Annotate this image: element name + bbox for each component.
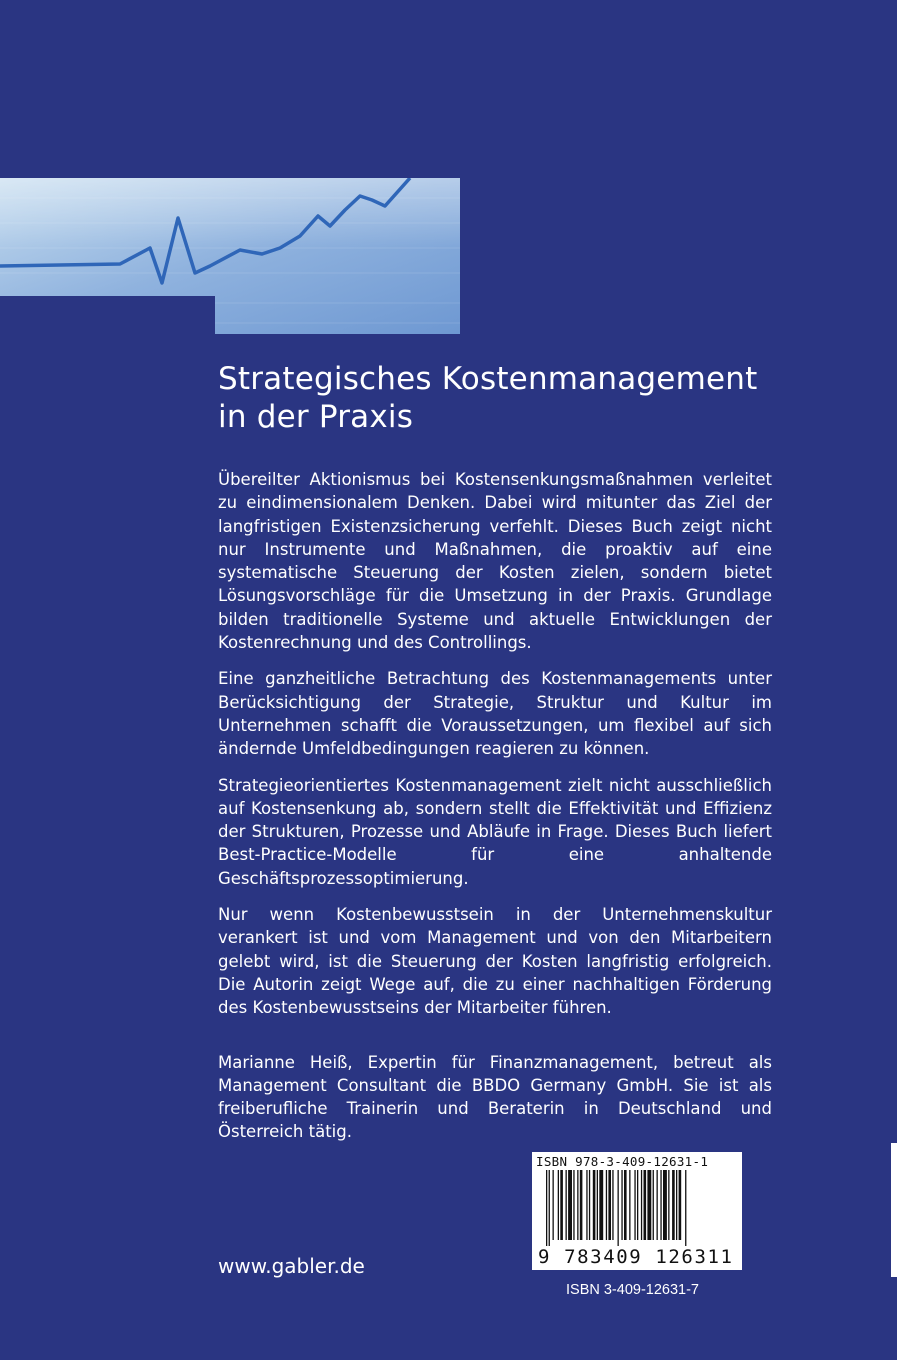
title-line-2: in der Praxis xyxy=(218,399,414,435)
barcode-bar xyxy=(624,1170,627,1240)
barcode-bar xyxy=(679,1170,682,1240)
barcode-bar xyxy=(573,1170,574,1240)
paragraph: Nur wenn Kostenbewusstsein in der Unternehmenskultur verankert ist und vom Management und von den Mitarbeitern gelebt wird, ist die Steuerung der Kosten langfristig erfolgreich. Die Autorin zeigt Wege auf, die zu einer nachhaltigen Förderung des Kostenbewusstseins der Mitarbeiter führen. xyxy=(218,905,772,1018)
barcode-bar xyxy=(641,1170,642,1240)
barcode-isbn13-label: ISBN 978-3-409-12631-1 xyxy=(536,1154,709,1169)
barcode-bar xyxy=(566,1170,567,1240)
title-line-1: Strategisches Kostenmanagement xyxy=(218,361,758,397)
barcode-bar xyxy=(657,1170,658,1240)
paragraph: Strategieorientiertes Kostenmanagement zielt nicht ausschließlich auf Kostensenkung ab, sondern stellt die Effektivität und Effizienz der Strukturen, Prozesse und Abläufe in Frage. Dieses Buch liefert Best-Practice-Modelle für eine anhaltende Geschäftsprozessoptimierung. xyxy=(218,775,772,888)
barcode-bar xyxy=(647,1170,651,1240)
barcode-bar xyxy=(546,1170,547,1246)
edge-tab xyxy=(891,1143,897,1277)
barcode-bars xyxy=(546,1170,732,1246)
barcode-bar xyxy=(586,1170,587,1240)
publisher-website: www.gabler.de xyxy=(218,1254,365,1278)
isbn10-label: ISBN 3-409-12631-7 xyxy=(566,1282,699,1298)
paragraph: Eine ganzheitliche Betrachtung des Kostenmanagements unter Berücksichtigung der Strategie, Struktur und Kultur im Unternehmen schafft die Voraussetzungen, um flexibel auf sich ändernde Umfeldbedingungen reagieren zu können. xyxy=(218,669,772,759)
barcode-bar xyxy=(577,1170,578,1240)
barcode-bar xyxy=(629,1170,630,1240)
barcode-bar xyxy=(589,1170,590,1240)
barcode-bar xyxy=(663,1170,667,1240)
barcode xyxy=(532,1152,742,1270)
barcode-bar xyxy=(568,1170,572,1240)
barcode-bar xyxy=(660,1170,661,1240)
barcode-bar xyxy=(618,1170,619,1246)
book-title xyxy=(218,360,818,436)
barcode-bar xyxy=(644,1170,647,1240)
chart-banner xyxy=(0,178,460,334)
barcode-bar xyxy=(612,1170,613,1240)
barcode-bar xyxy=(593,1170,596,1240)
paragraph: Übereilter Aktionismus bei Kostensenkungsmaßnahmen verleitet zu eindimensionalem Denken. Dabei wird mitunter das Ziel der langfristigen Existenzsicherung verfehlt. Dieses Buch zeigt nicht nur Instrumente und Maßnahmen, die proaktiv auf eine systematische Steuerung der Kosten zielen, sondern bietet Lösungsvorschläge für die Umsetzung in der Praxis. Grundlage bilden traditionelle Systeme und aktuelle Entwicklungen der Kostenrechnung und des Controllings. xyxy=(218,470,772,653)
barcode-bar xyxy=(549,1170,550,1246)
author-bio: Marianne Heiß, Expertin für Finanzmanagement, betreut als Management Consultant die BBDO Germany GmbH. Sie ist als freiberufliche Trainerin und Beraterin in Deutschland und Österreich tätig. xyxy=(218,1052,772,1142)
barcode-bar xyxy=(597,1170,598,1240)
barcode-bar xyxy=(672,1170,675,1240)
barcode-bar xyxy=(608,1170,611,1240)
description-text xyxy=(218,468,772,1157)
barcode-bar xyxy=(599,1170,603,1240)
barcode-bar xyxy=(676,1170,677,1240)
barcode-bar xyxy=(580,1170,583,1240)
rising-chart-line-graphic xyxy=(0,178,460,334)
barcode-digits: 9 783409 126311 xyxy=(538,1246,734,1268)
barcode-bar xyxy=(621,1170,622,1240)
barcode-bar xyxy=(560,1170,563,1240)
barcode-bar xyxy=(685,1170,686,1246)
barcode-bar xyxy=(634,1170,635,1240)
barcode-bar xyxy=(553,1170,554,1240)
barcode-bar xyxy=(606,1170,607,1240)
barcode-bar xyxy=(558,1170,559,1240)
barcode-bar xyxy=(668,1170,669,1240)
barcode-bar xyxy=(637,1170,638,1240)
barcode-bar xyxy=(653,1170,654,1240)
